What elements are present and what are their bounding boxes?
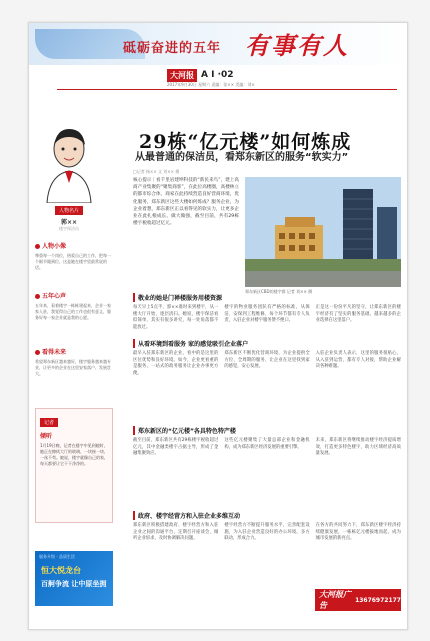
sidebar-section-text: 希望郑东新区越来越好，楼宇服务越来越专业，让更多的企业在这里安家落户、发展壮大。 (35, 359, 111, 376)
sidebar-section-text: 尊重每一个岗位，热爱自己的工作，把每一个细节做到位，这是她在楼宇里最常说的话。 (35, 253, 111, 270)
section-title: 敬业的她是门禅楼服务用楼资源 (133, 293, 401, 302)
name-tag: 人物名片 (55, 206, 83, 215)
article-section (133, 426, 401, 458)
sidebar-section-title: 人物小像 (42, 243, 67, 250)
section-column: 楼宇经营方不断提升服务水平，完善配套设施，为入驻企业营造良好的办公环境。多方联动，形成合力。 (224, 523, 310, 542)
ad-tagline: 服务升级 · 品质生活 (39, 554, 75, 559)
footer-phone: 13676972177 (355, 596, 401, 604)
section-column: 郑东新区积极搭建政府、楼宇经营方和入驻企业之间的沟通平台，定期召开座谈会，倾听企业诉求，及时协调解决问题。 (133, 523, 219, 542)
section-column: 截至目前，郑东新区共有29栋楼宇税收超过亿元，其中金融类楼宇占据主导，形成了金融集聚效应。 (133, 438, 219, 457)
bullet-icon (35, 350, 40, 355)
newspaper-logo: 大河报 (167, 69, 197, 82)
section-column: 楼宇的物业服务团队有严格的标准，从保洁、安保到工程维修，每个环节都有专人负责，入驻企业对楼宇服务赞不绝口。 (224, 305, 310, 324)
quote-text: 1月19日晚，记者在楼宇中见到她时，她正在擦拭大厅的玻璃，一块接一块，一丝不苟。她说，楼宇就像自己的家，每天都要让它干干净净的。 (40, 443, 108, 466)
sidebar (29, 91, 121, 630)
section-column: 郑东新区不断优化营商环境，为企业提供全方位、全周期的服务，让企业在这里找到家的感觉，安心发展。 (224, 351, 310, 370)
banner-script-title: 有事有人 (245, 31, 349, 60)
name-card (41, 197, 97, 237)
section-title: 从看环境到看服务 家的感觉吸引企业落户 (133, 339, 401, 348)
ad-slogan: 百舸争流 让中原坐拥 (41, 580, 107, 588)
bullet-icon (35, 244, 40, 249)
section-column: 正是这一份份平凡的坚守，让郑东新区的楼宇经济有了坚实的服务基础，越来越多的企业选择在这里落户。 (315, 305, 401, 324)
building-photo (245, 177, 401, 287)
masthead-meta: 2017年9月30日 星期六 责编：张×× 美编：刘× (167, 82, 255, 87)
section-title: 政府、楼宇经营方和入驻企业多维互动 (133, 511, 401, 520)
masthead (167, 68, 234, 82)
sidebar-section (35, 347, 113, 377)
sidebar-section (35, 241, 113, 271)
lead-paragraph: 核心提示｜看千里岩建坤科技的“新民来鸟”，建上高商产业集聚的“聚集商客”，在此位高楼圈，高楼林立的都市综合体，商家在此持续营造良好营商环境，优化服务，郑东新区这些大楼如何炼成？服务企业，为企业着想，郑东新区正以看得见的软实力，让更多企业在此扎根成长、做大做强，截至目前，共有29栋楼宇税收超过亿元。 (133, 178, 239, 227)
newspaper-page (28, 22, 408, 630)
sidebar-advertisement (35, 551, 113, 606)
photo-caption: 郑东新区CBD的楼宇群 记者 刘×× 摄 (245, 289, 313, 294)
quote-box (35, 408, 113, 523)
section-column: 最早入驻郑东新区的企业，看中的是这里的区位优势和良好环境。如今，企业更看重的是服务，一站式的政务服务让企业办事更方便。 (133, 351, 219, 376)
person-role: 楼宇保洁员 (59, 226, 79, 231)
section-column: 未来，郑东新区将继续推动楼宇经济提质增效，打造更多特色楼宇，助力区域经济高质量发展。 (315, 438, 401, 457)
section-column: 这些亿元楼聚集了大量总部企业和金融机构，成为郑东新区经济发展的重要引擎。 (224, 438, 310, 450)
article-section (133, 293, 401, 331)
section-column: 在各方的共同努力下，郑东新区楼宇经济持续健康发展，一栋栋亿元楼拔地而起，成为城市发展的新亮点。 (315, 523, 401, 542)
page-banner (29, 23, 408, 65)
footer-advertisement (315, 589, 401, 611)
quote-tag: 记者 (40, 418, 58, 427)
sidebar-section-title: 看得未来 (42, 349, 67, 356)
subheadline: 从最普通的保洁员，看郑东新区的服务“软实力” (135, 152, 349, 163)
ad-title: 恒大悦龙台 (41, 566, 81, 575)
top-rule (57, 89, 397, 90)
sidebar-section (35, 291, 113, 321)
page-number: A I ·02 (201, 70, 234, 80)
footer-brand: 大河报广告 (319, 589, 351, 610)
bullet-icon (35, 294, 40, 299)
person-portrait-icon (39, 123, 99, 203)
banner-slogan: 砥砺奋进的五年 (123, 41, 222, 56)
quote-title: 倾听 (40, 433, 53, 440)
sidebar-section-text: 五年来，看着楼宇一栋栋建起来，企业一家家入驻，我觉得自己的工作也很有意义，服务好每一家企业就是我的心愿。 (35, 303, 111, 320)
section-column: 每天早上5点半，郭××准时来到楼宇，从一楼大厅开始，逐层清扫。她说，楼宇保洁看似简单，其实有很多讲究，每一处角落都不能放过。 (133, 305, 219, 330)
section-column: 入驻企业负责人表示，这里的服务很贴心，从入驻到运营，都有专人对接，帮助企业解决各种难题。 (315, 351, 401, 370)
byline: □记者 杨×× 文 刘×× 摄 (133, 169, 180, 174)
person-name: 郭×× (60, 219, 78, 226)
article-section (133, 511, 401, 543)
section-title: 郑东新区的“亿元楼”各具特色特产楼 (133, 426, 401, 435)
article-section (133, 339, 401, 377)
sidebar-section-title: 五年心声 (42, 293, 67, 300)
headline: 29栋“亿元楼”如何炼成 (139, 131, 352, 153)
